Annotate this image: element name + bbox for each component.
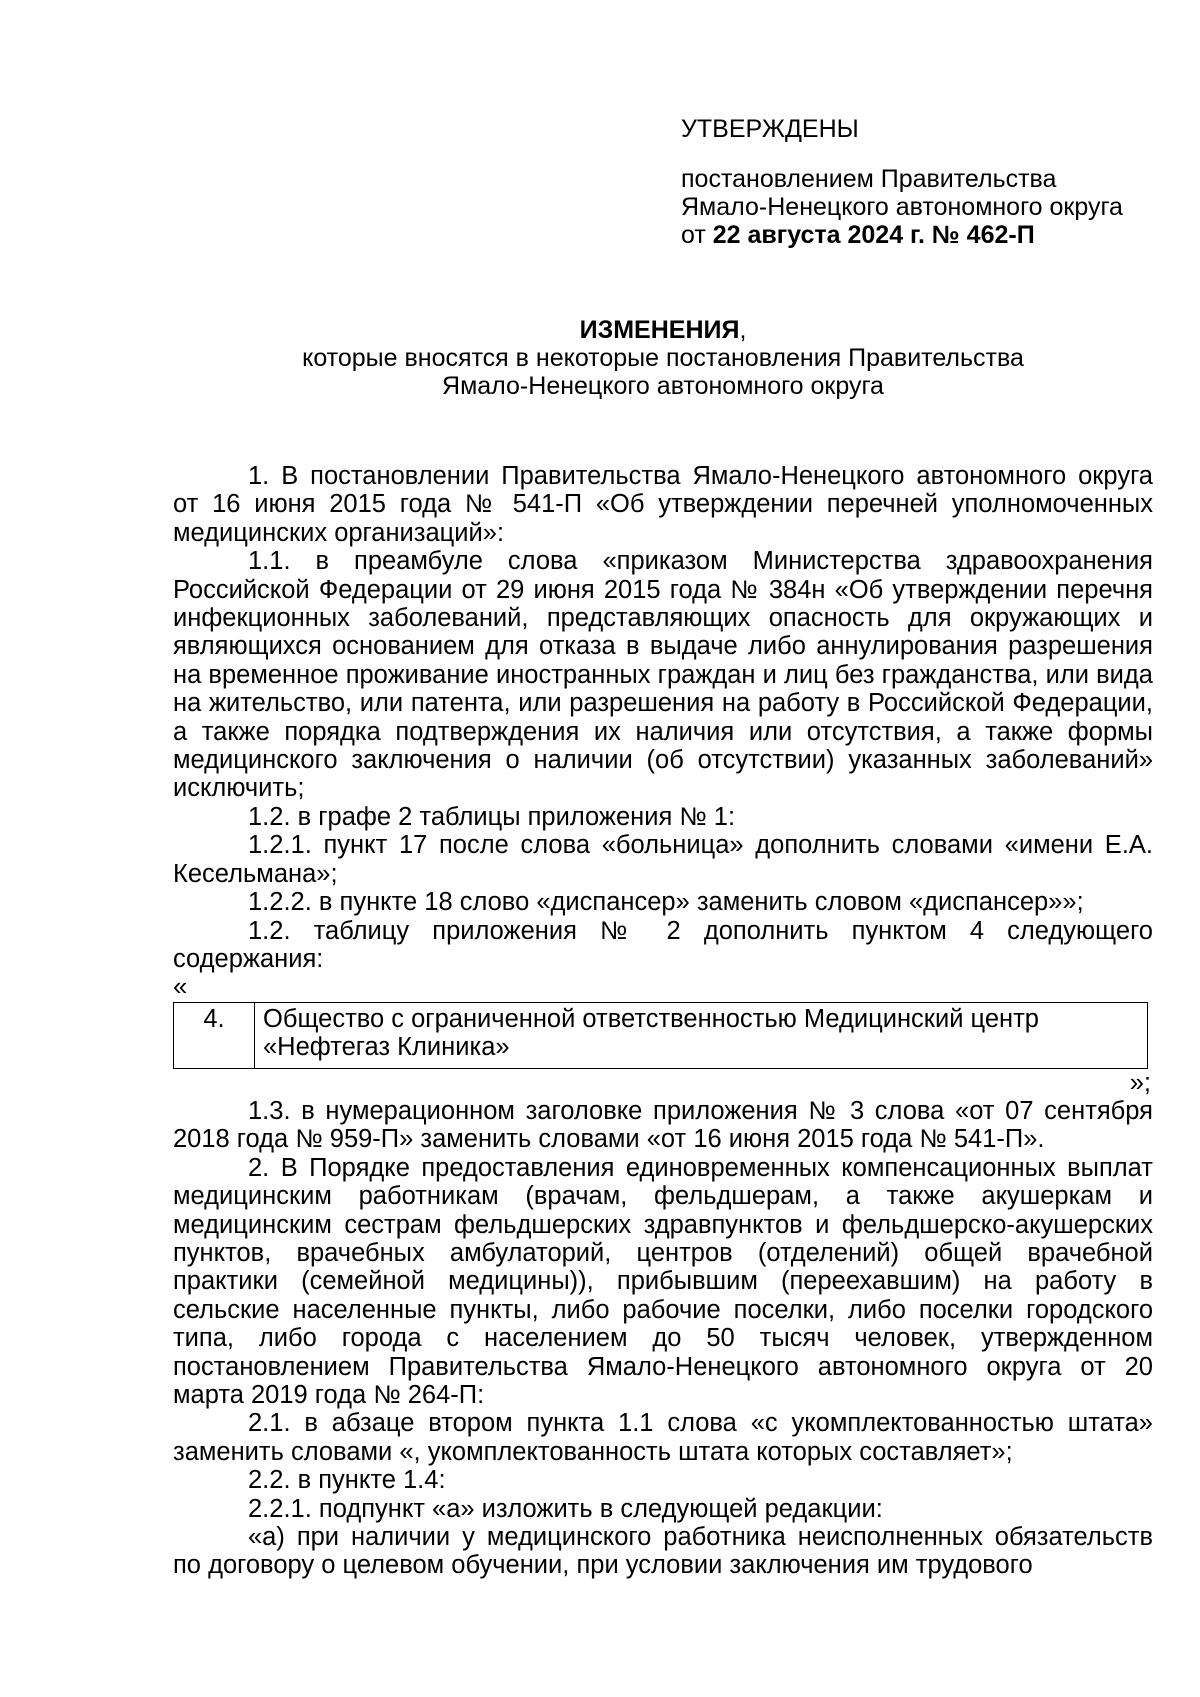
- paragraph-2-2-1: 2.2.1. подпункт «а» изложить в следующей редакции:: [248, 1494, 883, 1523]
- approval-number: 22 августа 2024 г. № 462-П: [712, 221, 1035, 249]
- approval-date-line: [681, 221, 1181, 249]
- table-cell-number: 4.: [174, 1002, 255, 1068]
- document-body: [173, 462, 1153, 1580]
- document-title: [173, 316, 1153, 400]
- table-row: [174, 1002, 1148, 1068]
- paragraph-1-1: 1.1. в преамбуле слова «приказом Министерства здравоохранения Российской Федерации от 29 июня 2015 года № 384н «Об утверждении перечня инфекционных заболеваний, представляющих опасность для окружающих и являющихся основанием для отказа в выдаче либо аннулирования разрешения на временное проживание иностранных граждан и лиц без гражданства, или вида на жительство, или патента, или разрешения на работу в Российской Федерации, а также порядка подтверждения их наличия или отсутствия, а также формы медицинского заключения о наличии (об отсутствии) указанных заболеваний» исключить;: [173, 547, 1153, 803]
- paragraph-1-2: 1.2. в графе 2 таблицы приложения № 1:: [248, 802, 736, 831]
- approval-block: [681, 115, 1181, 249]
- paragraph-2-2: 2.2. в пункте 1.4:: [248, 1466, 446, 1495]
- approval-stamp: УТВЕРЖДЕНЫ: [681, 115, 859, 143]
- approval-line-1: постановлением Правительства: [681, 165, 1057, 193]
- title-heading-line: [173, 316, 1153, 344]
- paragraph-1-2-2: 1.2.2. в пункте 18 слово «диспансер» заменить словом «диспансер»»;: [248, 888, 1084, 917]
- title-line-1: которые вносятся в некоторые постановления Правительства: [302, 344, 1024, 372]
- paragraph-2-2-1-a: «а) при наличии у медицинского работника неисполненных обязательств по договору о целевом обучении, при условии заключения им трудового: [173, 1523, 1153, 1580]
- paragraph-1-2-table: 1.2. таблицу приложения № 2 дополнить пунктом 4 следующего содержания:: [173, 916, 1153, 973]
- paragraph-2: 2. В Порядке предоставления единовременных компенсационных выплат медицинским работникам (врачам, фельдшерам, а также акушеркам и медицинским сестрам фельдшерских здравпунктов и фельдшерско-акушерских пунктов, врачебных амбулаторий, центров (отделений) общей врачебной практики (семейной медицины)), прибывшим (переехавшим) на работу в сельские населенные пункты, либо рабочие поселки, либо поселки городского типа, либо города с населением до 50 тысяч человек, утвержденном постановлением Правительства Ямало-Ненецкого автономного округа от 20 марта 2019 года № 264-П:: [173, 1153, 1153, 1409]
- inserted-table: [173, 1002, 1148, 1069]
- paragraph-1-2-1: 1.2.1. пункт 17 после слова «больница» дополнить словами «имени Е.А. Кесельмана»;: [173, 831, 1153, 888]
- paragraph-1: 1. В постановлении Правительства Ямало-Ненецкого автономного округа от 16 июня 2015 года № 541-П «Об утверждении перечней уполномоченных медицинских организаций»:: [173, 462, 1153, 547]
- table-cell-organization: Общество с ограниченной ответственностью Медицинский центр «Нефтегаз Клиника»: [255, 1002, 1148, 1068]
- title-heading-comma: ,: [739, 316, 747, 344]
- title-line-2: Ямало-Ненецкого автономного округа: [442, 372, 884, 400]
- approval-line-2: Ямало-Ненецкого автономного округа: [681, 193, 1123, 221]
- approval-date-prefix: от: [681, 221, 706, 249]
- close-quote: »;: [1129, 1068, 1151, 1097]
- paragraph-2-1: 2.1. в абзаце втором пункта 1.1 слова «с укомплектованностью штата» заменить словами «, укомплектованность штата которых составляет»;: [173, 1409, 1153, 1466]
- open-quote: «: [173, 973, 188, 1002]
- paragraph-1-3: 1.3. в нумерационном заголовке приложения № 3 слова «от 07 сентября 2018 года № 959-П» заменить словами «от 16 июня 2015 года № 541-П».: [173, 1096, 1153, 1154]
- title-heading: ИЗМЕНЕНИЯ: [579, 316, 740, 344]
